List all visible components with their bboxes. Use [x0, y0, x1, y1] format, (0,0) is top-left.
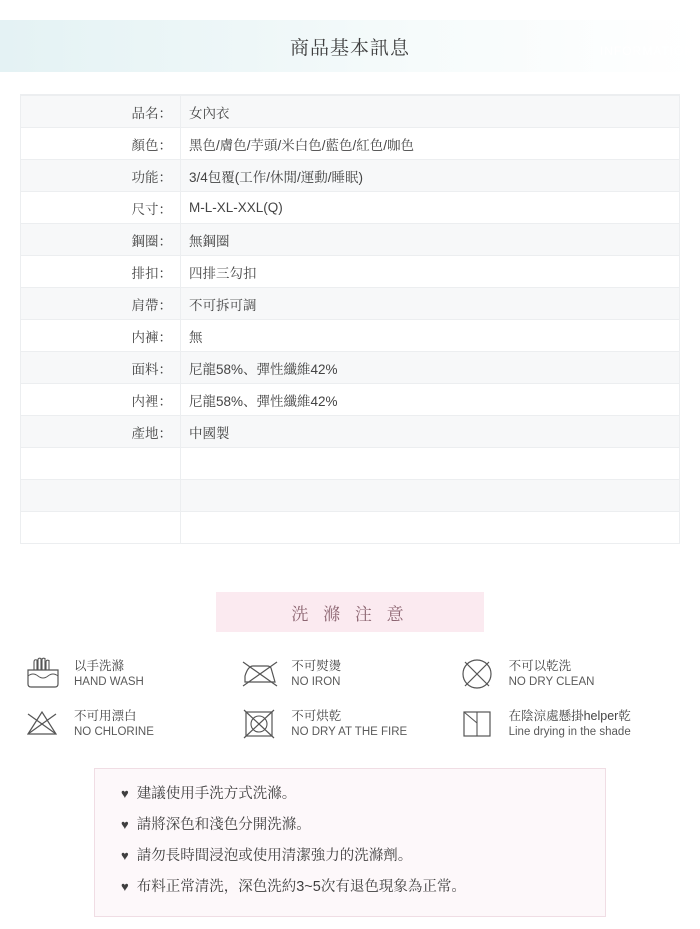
table-row — [21, 512, 680, 544]
spec-label-empty — [21, 480, 181, 512]
wash-care-label — [291, 659, 341, 688]
spec-value: 尼龍58%、彈性纖維42% — [181, 352, 680, 384]
no-dry-clean-icon — [459, 656, 501, 692]
wash-care-label-cn: 不可以乾洗 — [508, 659, 572, 674]
spec-value: 中國製 — [181, 416, 680, 448]
spec-value: 黑色/膚色/芋頭/米白色/藍色/紅色/咖色 — [181, 128, 680, 160]
table-row — [21, 416, 680, 448]
table-row — [21, 480, 680, 512]
table-row — [21, 352, 680, 384]
spec-value: 不可拆可調 — [181, 288, 680, 320]
spec-table — [20, 95, 680, 544]
wash-care-icons — [24, 656, 676, 742]
spec-label-empty — [21, 448, 181, 480]
heart-icon: ♥ — [121, 878, 129, 894]
note-text: 請將深色和淺色分開洗滌。 — [136, 816, 311, 833]
wash-care-item — [24, 656, 241, 692]
spec-label: 内裡： — [21, 384, 181, 416]
note-text: 請勿長時間浸泡或使用清潔強力的洗滌劑。 — [136, 847, 413, 864]
note-text: 布料正常清洗，深色洗約3~5次有退色現象為正常。 — [136, 878, 466, 895]
heart-icon: ♥ — [121, 816, 129, 832]
no-chlorine-icon — [24, 706, 66, 742]
heart-icon: ♥ — [121, 847, 129, 863]
header-subtitle: INFORMATION — [599, 44, 694, 58]
wash-care-label — [74, 709, 154, 738]
no-iron-icon — [241, 656, 283, 692]
note-text: 建議使用手洗方式洗滌。 — [136, 786, 297, 802]
wash-care-item — [459, 706, 676, 742]
table-row — [21, 288, 680, 320]
spec-value: 四排三勾扣 — [181, 256, 680, 288]
spec-value: 女內衣 — [181, 96, 680, 128]
spec-value-empty — [181, 448, 680, 480]
spec-value: 無 — [181, 320, 680, 352]
table-row — [21, 320, 680, 352]
wash-care-label-en: NO DRY CLEAN — [508, 675, 595, 688]
wash-care-item — [459, 656, 676, 692]
wash-care-label — [291, 709, 407, 738]
spec-value: 3/4包覆(工作/休閒/運動/睡眠) — [181, 160, 680, 192]
wash-care-label — [509, 659, 595, 688]
wash-care-label-cn: 不可烘乾 — [291, 709, 342, 724]
table-row — [21, 448, 680, 480]
wash-care-label-cn: 不可用漂白 — [74, 709, 137, 724]
wash-care-notes — [94, 768, 606, 917]
wash-care-label-en: HAND WASH — [74, 675, 144, 688]
spec-label: 面料： — [21, 352, 181, 384]
hand-wash-icon — [24, 656, 66, 692]
spec-label: 排扣： — [21, 256, 181, 288]
wash-care-title: 洗 滌 注 意 — [216, 592, 484, 632]
line-dry-shade-icon — [459, 706, 501, 742]
wash-care-item — [241, 656, 458, 692]
wash-care-label-cn: 以手洗滌 — [74, 659, 125, 674]
table-row — [21, 384, 680, 416]
spec-label: 產地： — [21, 416, 181, 448]
table-row — [21, 256, 680, 288]
header-band — [0, 20, 700, 72]
spec-label: 鋼圈： — [21, 224, 181, 256]
spec-label: 顏色： — [21, 128, 181, 160]
no-tumble-dry-icon — [241, 706, 283, 742]
spec-label-empty — [21, 512, 181, 544]
wash-care-label-en: NO DRY AT THE FIRE — [291, 725, 408, 738]
spec-value: 無鋼圈 — [181, 224, 680, 256]
heart-icon: ♥ — [121, 786, 129, 801]
spec-label: 尺寸： — [21, 192, 181, 224]
wash-care-label — [74, 659, 144, 688]
spec-label: 品名： — [21, 96, 181, 128]
spec-label: 肩帶： — [21, 288, 181, 320]
spec-table-wrap — [20, 94, 680, 544]
spec-value: 尼龍58%、彈性纖維42% — [181, 384, 680, 416]
table-row — [21, 128, 680, 160]
wash-care-label-cn: 在陰涼處懸掛helper乾 — [508, 709, 631, 724]
wash-care-label — [509, 709, 631, 738]
table-row — [21, 160, 680, 192]
wash-care-label-cn: 不可熨燙 — [291, 659, 342, 674]
list-item — [121, 847, 585, 866]
wash-care-label-en: NO CHLORINE — [74, 725, 154, 738]
list-item — [121, 785, 585, 804]
wash-care-label-en: Line drying in the shade — [508, 725, 631, 738]
wash-care-icon-row — [24, 656, 676, 692]
list-item — [121, 878, 585, 897]
wash-care-item — [241, 706, 458, 742]
wash-care-title-wrap — [0, 592, 700, 632]
wash-care-item — [24, 706, 241, 742]
spec-value: M-L-XL-XXL(Q) — [181, 192, 680, 224]
page-title: 商品基本訊息 — [289, 38, 410, 59]
spec-label: 内褲： — [21, 320, 181, 352]
spec-label: 功能： — [21, 160, 181, 192]
wash-care-label-en: NO IRON — [291, 675, 341, 688]
wash-care-icon-row — [24, 706, 676, 742]
table-row — [21, 224, 680, 256]
list-item — [121, 816, 585, 835]
table-row — [21, 96, 680, 128]
spec-value-empty — [181, 480, 680, 512]
spec-value-empty — [181, 512, 680, 544]
table-row — [21, 192, 680, 224]
